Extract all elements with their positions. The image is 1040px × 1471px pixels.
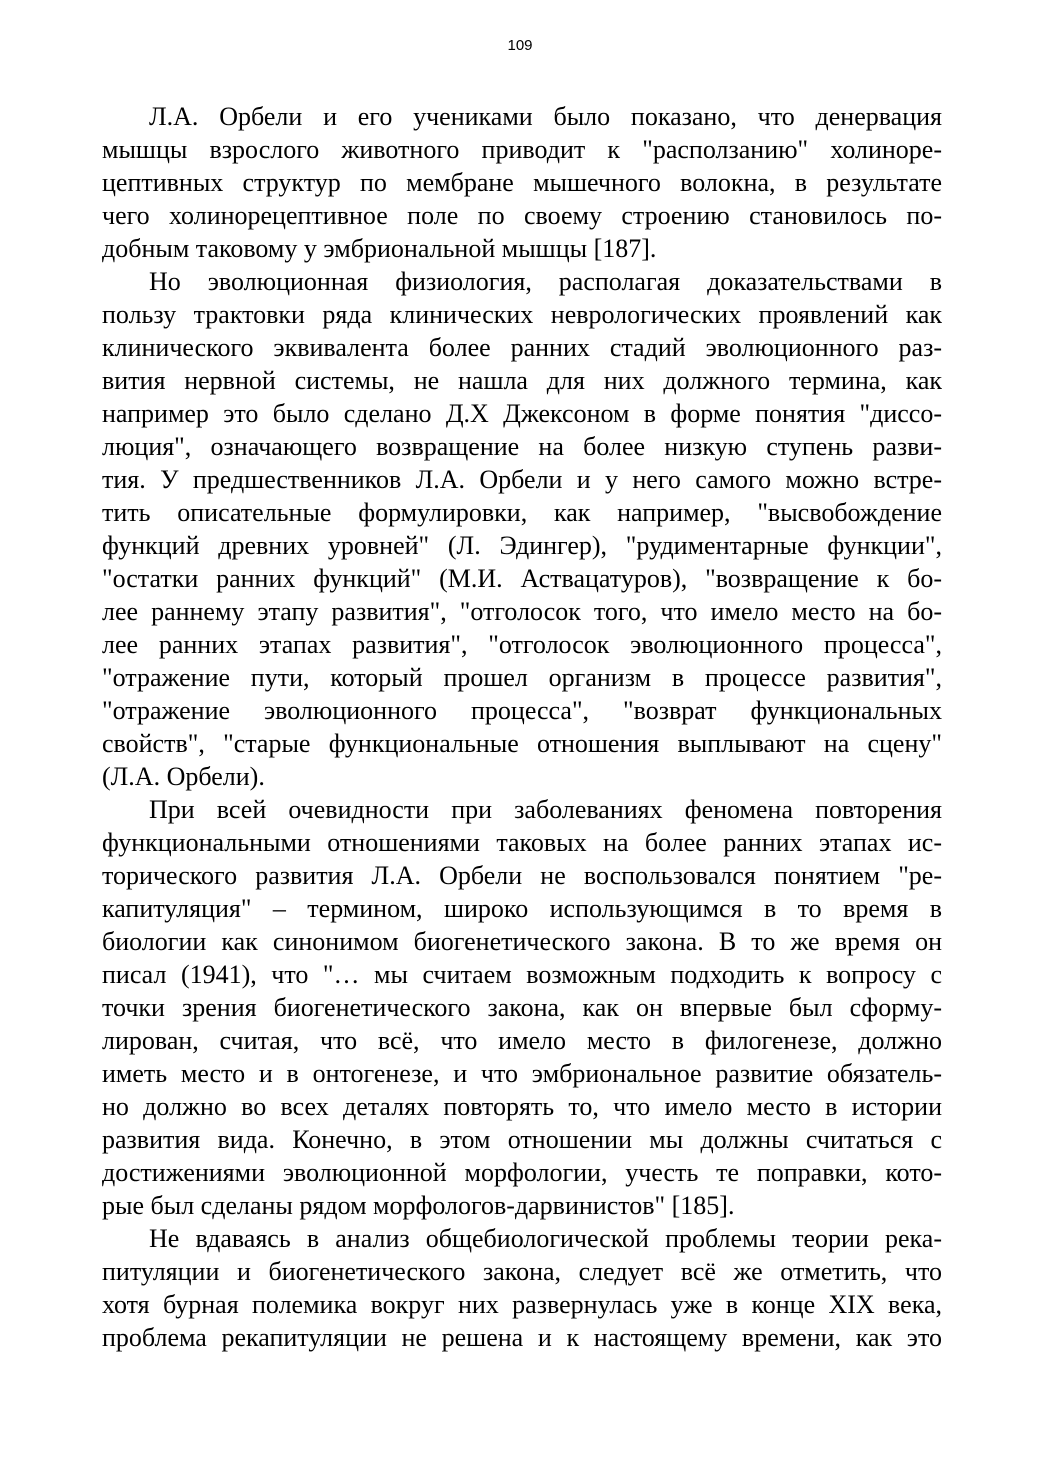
text-line: функций древних уровней" (Л. Эдингер), "рудиментарные функции",	[102, 531, 942, 560]
text-line: "остатки ранних функций" (М.И. Аствацатуров), "возвращение к бо-	[102, 564, 942, 593]
text-line: вития нервной системы, не нашла для них должного термина, как	[102, 366, 942, 395]
text-line: рые был сделаны рядом морфологов-дарвинистов" [185].	[102, 1191, 735, 1220]
text-line: люция", означающего возвращение на более низкую ступень разви-	[102, 432, 942, 461]
paragraph-4	[102, 1222, 942, 1354]
text-line: "отражение эволюционного процесса", "возврат функциональных	[102, 696, 942, 725]
paragraph-1	[102, 100, 942, 265]
text-line: функциональными отношениями таковых на более ранних этапах ис-	[102, 828, 942, 857]
page-number: 109	[507, 37, 533, 54]
text-line: клинического эквивалента более ранних стадий эволюционного раз-	[102, 333, 942, 362]
text-line: лее ранних этапах развития", "отголосок эволюционного процесса",	[102, 630, 942, 659]
text-line: достижениями эволюционной морфологии, учесть те поправки, кото-	[102, 1158, 942, 1187]
text-line: развития вида. Конечно, в этом отношении мы должны считаться с	[102, 1125, 942, 1154]
text-line: биологии как синонимом биогенетического закона. В то же время он	[102, 927, 942, 956]
paragraph-2	[102, 265, 942, 793]
text-line: лее раннему этапу развития", "отголосок того, что имело место на бо-	[102, 597, 942, 626]
text-line: пользу трактовки ряда клинических неврологических проявлений как	[102, 300, 942, 329]
text-line: иметь место и в онтогенезе, и что эмбриональное развитие обязатель-	[102, 1059, 942, 1088]
text-line: писал (1941), что "… мы считаем возможным подходить к вопросу с	[102, 960, 942, 989]
text-line: (Л.А. Орбели).	[102, 762, 265, 791]
text-line: но должно во всех деталях повторять то, что имело место в истории	[102, 1092, 942, 1121]
text-line: торического развития Л.А. Орбели не воспользовался понятием "ре-	[102, 861, 942, 890]
text-line: свойств", "старые функциональные отношения выплывают на сцену"	[102, 729, 942, 758]
text-line: "отражение пути, который прошел организм в процессе развития",	[102, 663, 942, 692]
text-line: тить описательные формулировки, как например, "высвобождение	[102, 498, 942, 527]
text-line: чего холинорецептивное поле по своему строению становилось по-	[102, 201, 942, 230]
text-line: мышцы взрослого животного приводит к "расползанию" холиноре-	[102, 135, 942, 164]
text-line: проблема рекапитуляции не решена и к настоящему времени, как это	[102, 1323, 942, 1352]
text-line: питуляции и биогенетического закона, следует всё же отметить, что	[102, 1257, 942, 1286]
text-line: лирован, считая, что всё, что имело место в филогенезе, должно	[102, 1026, 942, 1055]
text-line: тия. У предшественников Л.А. Орбели и у него самого можно встре-	[102, 465, 942, 494]
text-line: добным таковому у эмбриональной мышцы [187].	[102, 234, 657, 263]
text-line: Не вдаваясь в анализ общебиологической проблемы теории река-	[149, 1224, 942, 1253]
body-text	[102, 100, 942, 1354]
text-line: хотя бурная полемика вокруг них развернулась уже в конце XIX века,	[102, 1290, 942, 1319]
paragraph-3	[102, 793, 942, 1222]
text-line: При всей очевидности при заболеваниях феномена повторения	[149, 795, 942, 824]
text-line: например это было сделано Д.Х Джексоном в форме понятия "диссо-	[102, 399, 942, 428]
text-line: точки зрения биогенетического закона, как он впервые был сформу-	[102, 993, 942, 1022]
text-line: Но эволюционная физиология, располагая доказательствами в	[149, 267, 942, 296]
text-line: цептивных структур по мембране мышечного волокна, в результате	[102, 168, 942, 197]
text-line: Л.А. Орбели и его учениками было показано, что денервация	[149, 102, 942, 131]
text-line: капитуляция" – термином, широко использующимся в то время в	[102, 894, 942, 923]
